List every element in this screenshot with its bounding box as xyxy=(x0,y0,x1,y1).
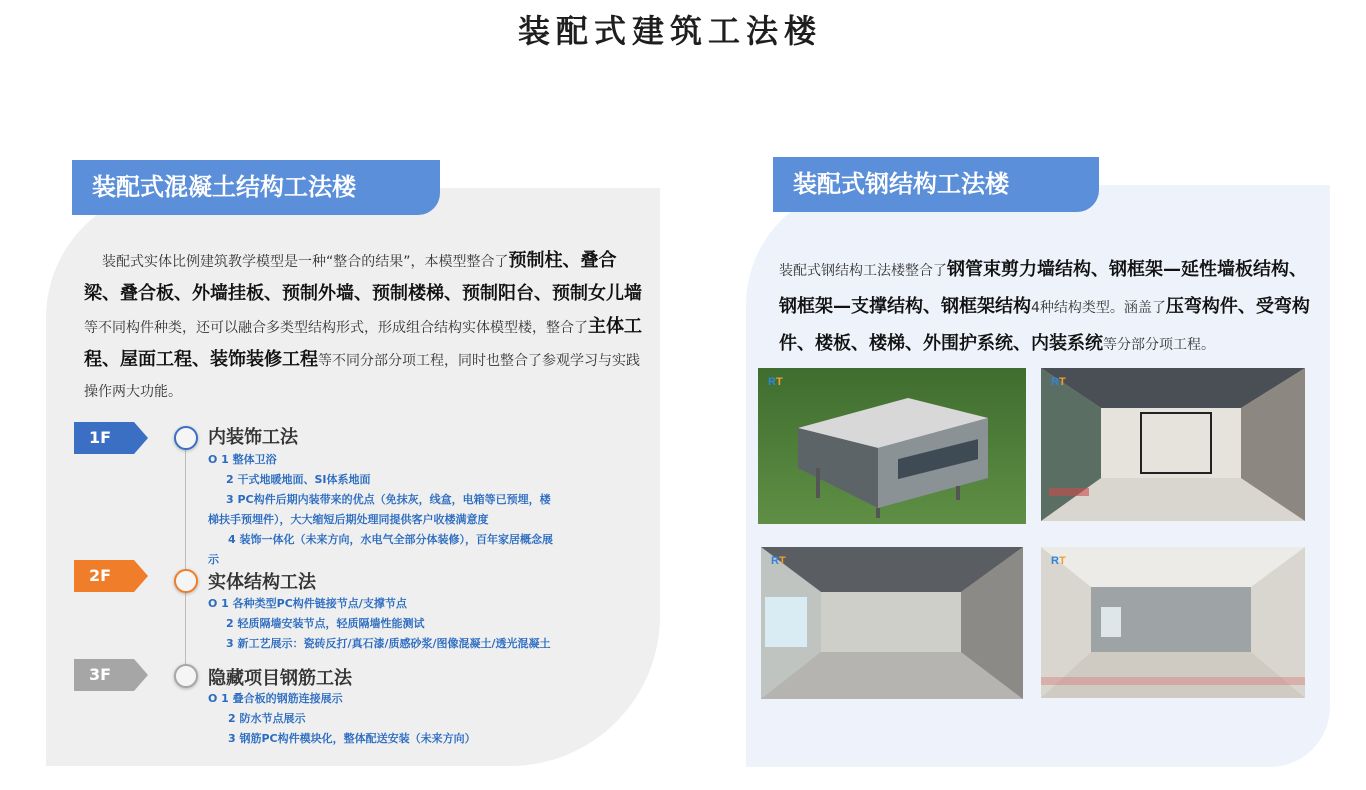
timeline-dot-2f xyxy=(174,569,198,593)
page-title: 装配式建筑工法楼 xyxy=(517,12,822,50)
timeline-dot-3f xyxy=(174,664,198,688)
photo-interior-room xyxy=(1041,547,1305,698)
intro-bold-2: 主体工程、屋面工程、装饰装修工程 xyxy=(84,316,642,370)
floor-title-2f: 实体结构工法 xyxy=(208,572,316,593)
list-item: O 1 整体卫浴 xyxy=(208,453,277,466)
photo-exterior-model xyxy=(758,368,1026,524)
intro-bold-1: 预制柱、叠合梁、叠合板、外墙挂板、预制外墙、预制楼梯、预制阳台、预制女儿墙 xyxy=(84,250,642,304)
intro-bold-1: 钢管束剪力墙结构、钢框架—延性墙板结构、钢框架—支撑结构、钢框架结构 xyxy=(779,259,1307,317)
timeline-dot-1f xyxy=(174,426,198,450)
rt-logo: RT xyxy=(768,376,783,388)
rt-logo: RT xyxy=(1051,376,1066,388)
rt-logo: RT xyxy=(771,555,786,567)
list-item: 2 防水节点展示 xyxy=(228,712,306,725)
concrete-intro xyxy=(84,245,644,408)
intro-bold-2: 压弯构件、受弯构件、楼板、楼梯、外围护系统、内装系统 xyxy=(779,296,1310,354)
list-item: 3 PC构件后期内装带来的优点（免抹灰，线盒，电箱等已预埋，楼梯扶手预埋件），大大缩短后期处理同提供客户收楼满意度 xyxy=(208,493,551,526)
steel-intro xyxy=(779,252,1319,363)
floor-badge-3f: 3F xyxy=(74,659,134,691)
list-item: O 1 叠合板的钢筋连接展示 xyxy=(208,692,343,705)
floor-badge-2f: 2F xyxy=(74,560,134,592)
intro-text-1: 装配式实体比例建筑教学模型是一种“整合的结果”，本模型整合了 xyxy=(102,254,509,270)
timeline-line xyxy=(185,438,186,676)
list-item: 4 装饰一体化（未来方向，水电气全部分体装修），百年家居概念展示 xyxy=(208,533,553,566)
intro-text-2: 4种结构类型。涵盖了 xyxy=(1031,300,1166,316)
floor-title-1f: 内装饰工法 xyxy=(208,427,298,448)
concrete-tab-title: 装配式混凝土结构工法楼 xyxy=(72,160,440,215)
intro-text-2: 等不同构件种类，还可以融合多类型结构形式，形成组合结构实体模型楼，整合了 xyxy=(84,320,588,336)
floor-items-3f xyxy=(208,689,560,749)
floor-items-2f xyxy=(208,594,560,654)
intro-text-3: 等分部分项工程。 xyxy=(1103,337,1215,353)
rt-logo: RT xyxy=(1051,555,1066,567)
list-item: 2 轻质隔墙安装节点，轻质隔墙性能测试 xyxy=(226,617,425,630)
list-item: O 1 各种类型PC构件链接节点/支撑节点 xyxy=(208,597,407,610)
list-item: 3 新工艺展示：瓷砖反打/真石漆/质感砂浆/图像混凝土/透光混凝土 xyxy=(226,637,551,650)
floor-items-1f xyxy=(208,450,560,570)
list-item: 2 干式地暖地面、SI体系地面 xyxy=(226,473,371,486)
intro-text-3: 等不同分部分项工程，同时也整合了参观学习与实践操作两大功能。 xyxy=(84,353,640,400)
steel-tab-title: 装配式钢结构工法楼 xyxy=(773,157,1099,212)
floor-title-3f: 隐藏项目钢筋工法 xyxy=(208,668,352,689)
intro-text-1: 装配式钢结构工法楼整合了 xyxy=(779,263,947,279)
list-item: 3 钢筋PC构件模块化，整体配送安装（未来方向） xyxy=(228,732,476,745)
floor-badge-1f: 1F xyxy=(74,422,134,454)
photo-interior-floor xyxy=(761,547,1023,699)
photo-interior-glass xyxy=(1041,368,1305,521)
